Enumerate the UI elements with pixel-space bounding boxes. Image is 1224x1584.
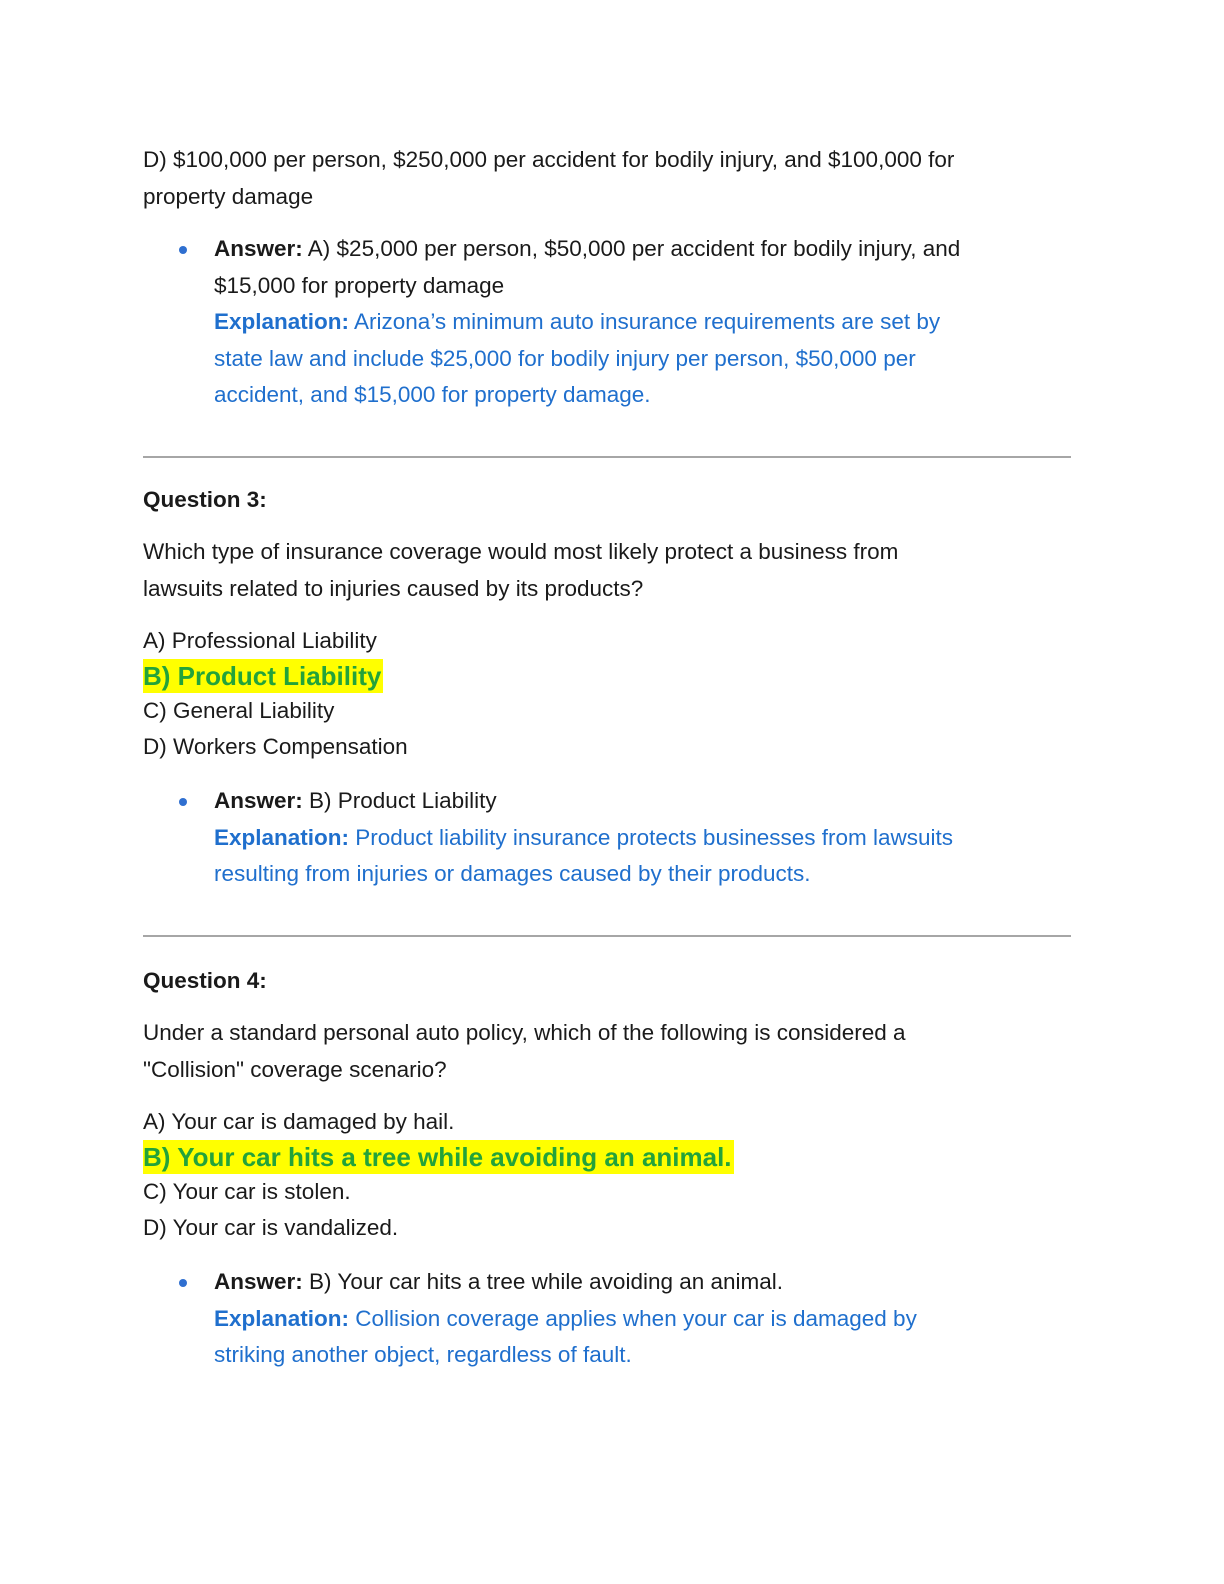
q2-option-d bbox=[143, 142, 1071, 215]
q3-answer-block bbox=[214, 783, 1071, 893]
q2-explanation-label: Explanation: bbox=[214, 309, 350, 334]
q3-option-a: A) Professional Liability bbox=[143, 628, 377, 653]
q2-explanation-text: Arizona’s minimum auto insurance requirements are set by bbox=[349, 309, 941, 334]
q4-answer-text: B) Your car hits a tree while avoiding an animal. bbox=[302, 1269, 784, 1294]
bullet-icon bbox=[179, 798, 187, 806]
q2-answer-text: A) $25,000 per person, $50,000 per accident for bodily injury, and bbox=[302, 236, 961, 261]
section-divider bbox=[143, 456, 1071, 458]
q3-explanation-line-1 bbox=[214, 820, 1071, 857]
q4-question bbox=[143, 1015, 1071, 1088]
q3-question-line-2: lawsuits related to injuries caused by its products? bbox=[143, 575, 644, 601]
q4-option-c: C) Your car is stolen. bbox=[143, 1179, 351, 1204]
q3-option-b-row bbox=[143, 659, 1071, 693]
q3-options bbox=[143, 623, 1071, 765]
q3-option-b-highlighted: B) Product Liability bbox=[143, 661, 382, 691]
q4-answer-label: Answer: bbox=[214, 1269, 303, 1294]
q2-answer-label: Answer: bbox=[214, 236, 303, 261]
bullet-icon bbox=[179, 1279, 187, 1287]
question-2-tail bbox=[143, 142, 1071, 414]
q2-explanation-line-3: accident, and $15,000 for property damage. bbox=[214, 382, 651, 407]
q4-answer-block bbox=[214, 1264, 1071, 1374]
q4-heading: Question 4: bbox=[143, 967, 267, 993]
q3-question-line-1: Which type of insurance coverage would most likely protect a business from bbox=[143, 539, 899, 564]
q3-question bbox=[143, 534, 1071, 607]
q4-option-a: A) Your car is damaged by hail. bbox=[143, 1109, 455, 1134]
q3-explanation-label: Explanation: bbox=[214, 824, 350, 850]
q4-question-line-1: Under a standard personal auto policy, which of the following is considered a bbox=[143, 1020, 906, 1045]
q3-answer-line bbox=[214, 783, 1071, 820]
q2-option-d-line-2: property damage bbox=[143, 183, 314, 209]
question-3 bbox=[143, 482, 1071, 893]
q3-answer-text: B) Product Liability bbox=[302, 788, 497, 813]
q2-explanation-line-1 bbox=[214, 304, 1071, 341]
q2-option-d-line-1: D) $100,000 per person, $250,000 per accident for bodily injury, and $100,000 for bbox=[143, 147, 955, 172]
q4-explanation-text: Collision coverage applies when your car is damaged by bbox=[349, 1305, 917, 1331]
q2-explanation-line-2: state law and include $25,000 for bodily injury per person, $50,000 per bbox=[214, 345, 916, 371]
q4-question-line-2: "Collision" coverage scenario? bbox=[143, 1056, 447, 1082]
q3-explanation-line-2: resulting from injuries or damages caused by their products. bbox=[214, 861, 811, 886]
q4-explanation-line-1 bbox=[214, 1301, 1071, 1338]
q3-explanation-text: Product liability insurance protects businesses from lawsuits bbox=[349, 824, 954, 850]
q2-answer-line-2: $15,000 for property damage bbox=[214, 272, 505, 298]
q4-answer-line bbox=[214, 1264, 1071, 1301]
q4-option-d: D) Your car is vandalized. bbox=[143, 1215, 399, 1240]
q4-option-b-row bbox=[143, 1140, 1071, 1174]
q4-options bbox=[143, 1104, 1071, 1246]
q2-answer-line-1 bbox=[214, 231, 1071, 268]
q3-heading: Question 3: bbox=[143, 486, 267, 512]
q4-option-b-highlighted: B) Your car hits a tree while avoiding an animal. bbox=[143, 1142, 732, 1172]
question-4 bbox=[143, 963, 1071, 1374]
q2-answer-block bbox=[214, 231, 1071, 414]
document-page bbox=[143, 142, 1071, 1374]
bullet-icon bbox=[179, 246, 187, 254]
q4-explanation-line-2: striking another object, regardless of fault. bbox=[214, 1342, 632, 1367]
q3-answer-label: Answer: bbox=[214, 788, 303, 813]
q3-option-d: D) Workers Compensation bbox=[143, 734, 408, 759]
section-divider bbox=[143, 935, 1071, 937]
q4-explanation-label: Explanation: bbox=[214, 1305, 350, 1331]
q3-option-c: C) General Liability bbox=[143, 698, 335, 723]
